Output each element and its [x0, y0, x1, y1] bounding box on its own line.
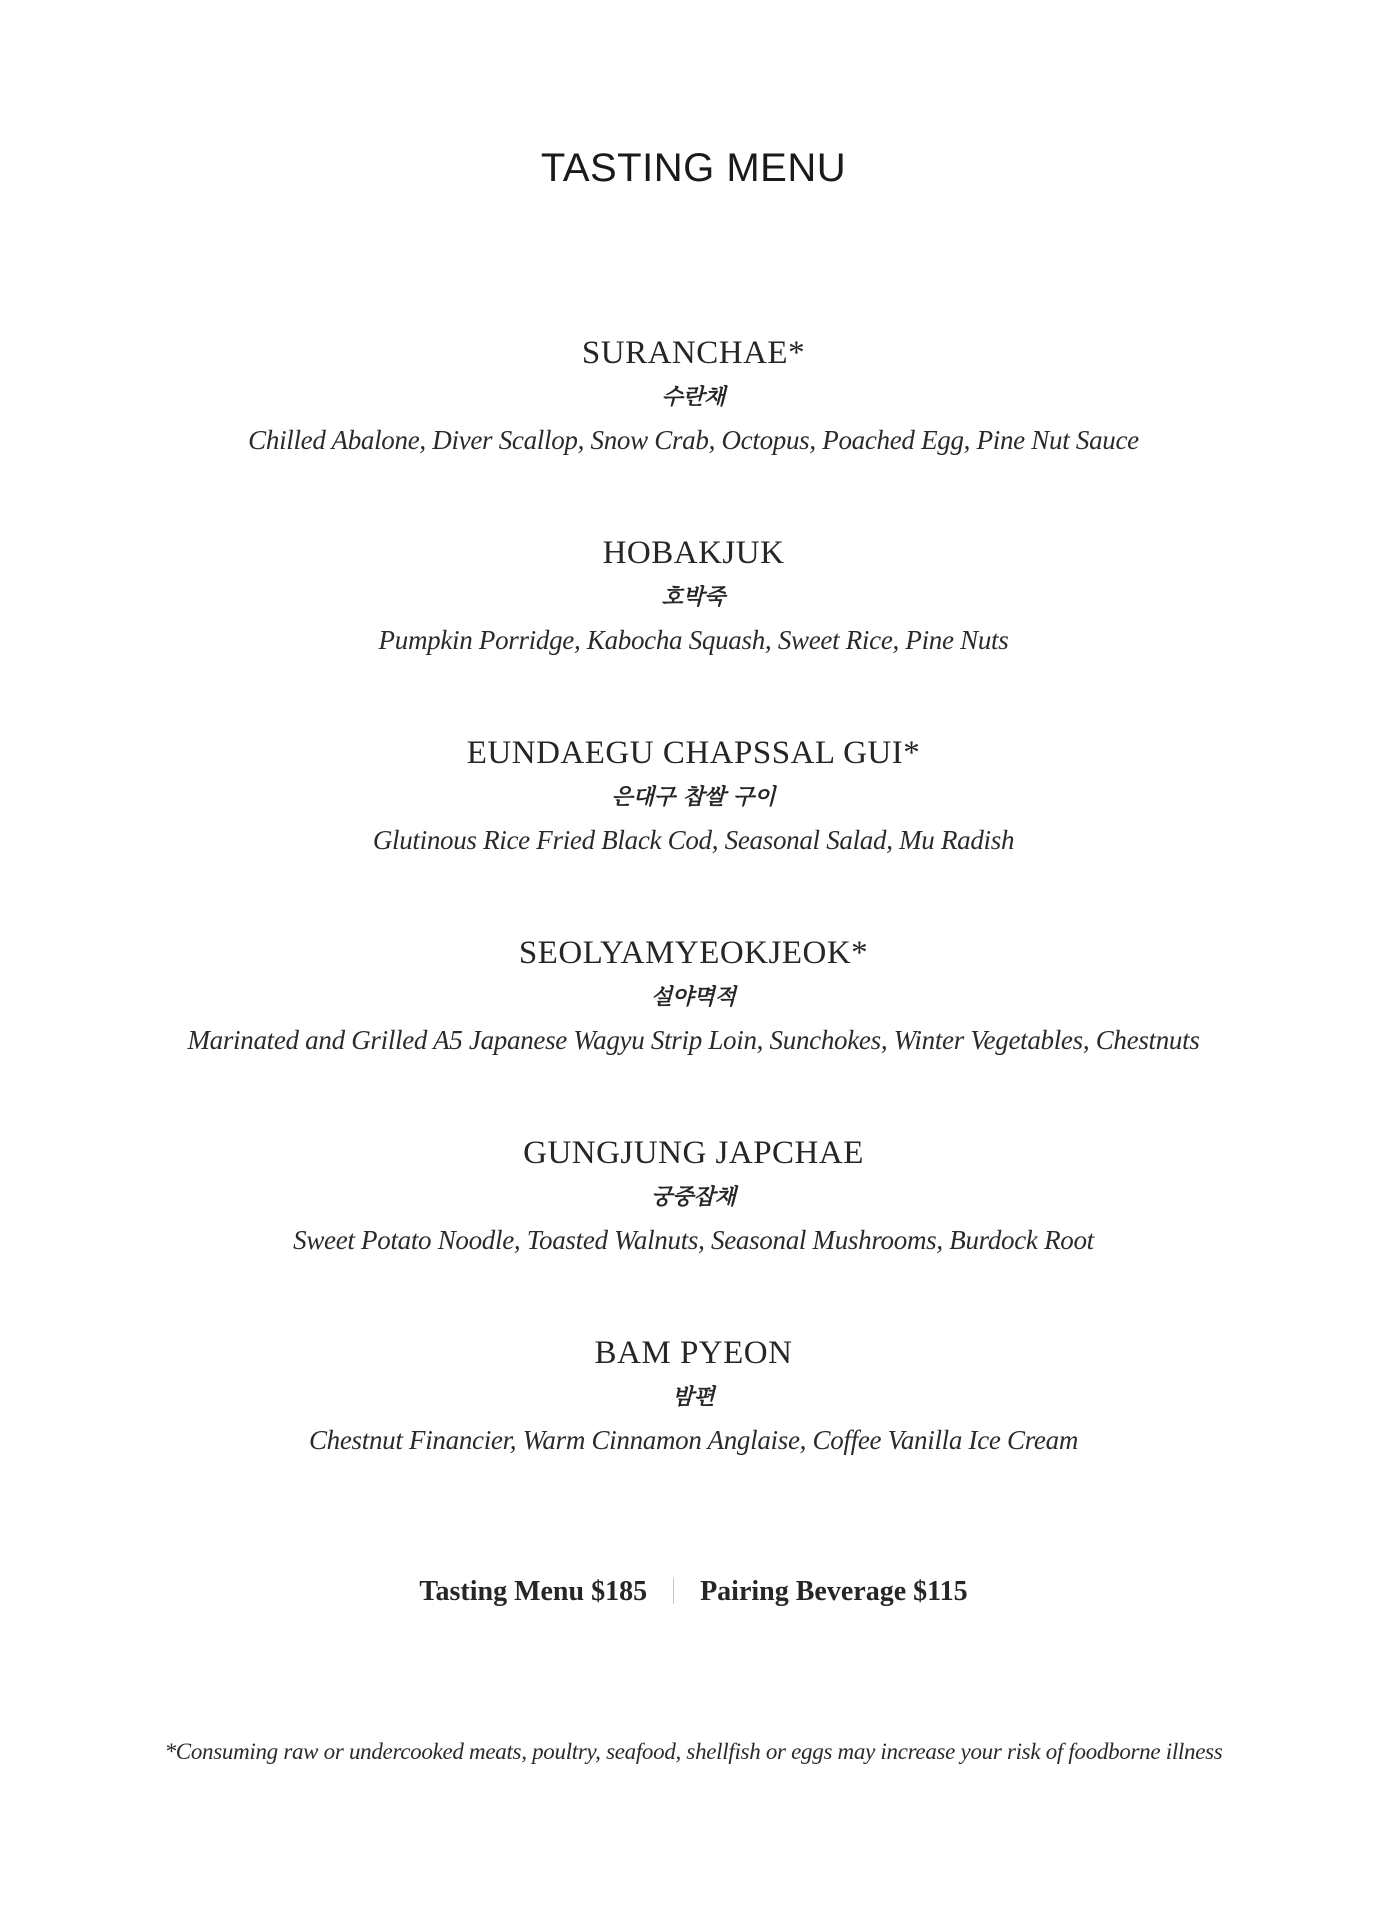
- course-description: Chestnut Financier, Warm Cinnamon Anglaise, Coffee Vanilla Ice Cream: [308, 1425, 1079, 1455]
- course-name: BAM PYEON: [594, 1335, 793, 1371]
- course-description: Sweet Potato Noodle, Toasted Walnuts, Seasonal Mushrooms, Burdock Root: [293, 1225, 1094, 1255]
- course-korean-name: 은대구 찹쌀 구이: [611, 785, 776, 810]
- course-item: [0, 737, 1387, 854]
- health-disclaimer: *Consuming raw or undercooked meats, poultry, seafood, shellfish or eggs may increase your risk of foodborne illness: [164, 1739, 1223, 1764]
- course-korean-name: 수란채: [661, 385, 726, 410]
- course-item: [0, 1137, 1387, 1254]
- course-item: [0, 537, 1387, 654]
- course-description: Pumpkin Porridge, Kabocha Squash, Sweet Rice, Pine Nuts: [378, 625, 1009, 655]
- course-korean-name: 밤편: [672, 1385, 715, 1410]
- course-name: HOBAKJUK: [602, 535, 785, 571]
- menu-title: TASTING MENU: [540, 146, 847, 190]
- pricing-divider: [673, 1578, 674, 1604]
- course-item: [0, 337, 1387, 454]
- course-korean-name: 설야멱적: [650, 985, 736, 1010]
- pricing-line: [0, 1578, 1387, 1606]
- course-korean-name: 호박죽: [661, 585, 726, 610]
- course-description: Marinated and Grilled A5 Japanese Wagyu Strip Loin, Sunchokes, Winter Vegetables, Chestnuts: [187, 1025, 1200, 1055]
- course-item: [0, 937, 1387, 1054]
- course-item: [0, 1337, 1387, 1454]
- tasting-menu-price: Tasting Menu $185: [419, 1576, 648, 1607]
- course-name: SURANCHAE*: [581, 335, 806, 371]
- course-name: GUNGJUNG JAPCHAE: [523, 1135, 864, 1171]
- course-korean-name: 궁중잡채: [650, 1185, 736, 1210]
- pairing-beverage-price: Pairing Beverage $115: [700, 1576, 968, 1607]
- course-description: Glutinous Rice Fried Black Cod, Seasonal Salad, Mu Radish: [372, 825, 1015, 855]
- course-description: Chilled Abalone, Diver Scallop, Snow Crab, Octopus, Poached Egg, Pine Nut Sauce: [248, 425, 1139, 455]
- course-name: SEOLYAMYEOKJEOK*: [518, 935, 869, 971]
- course-name: EUNDAEGU CHAPSSAL GUI*: [466, 735, 921, 771]
